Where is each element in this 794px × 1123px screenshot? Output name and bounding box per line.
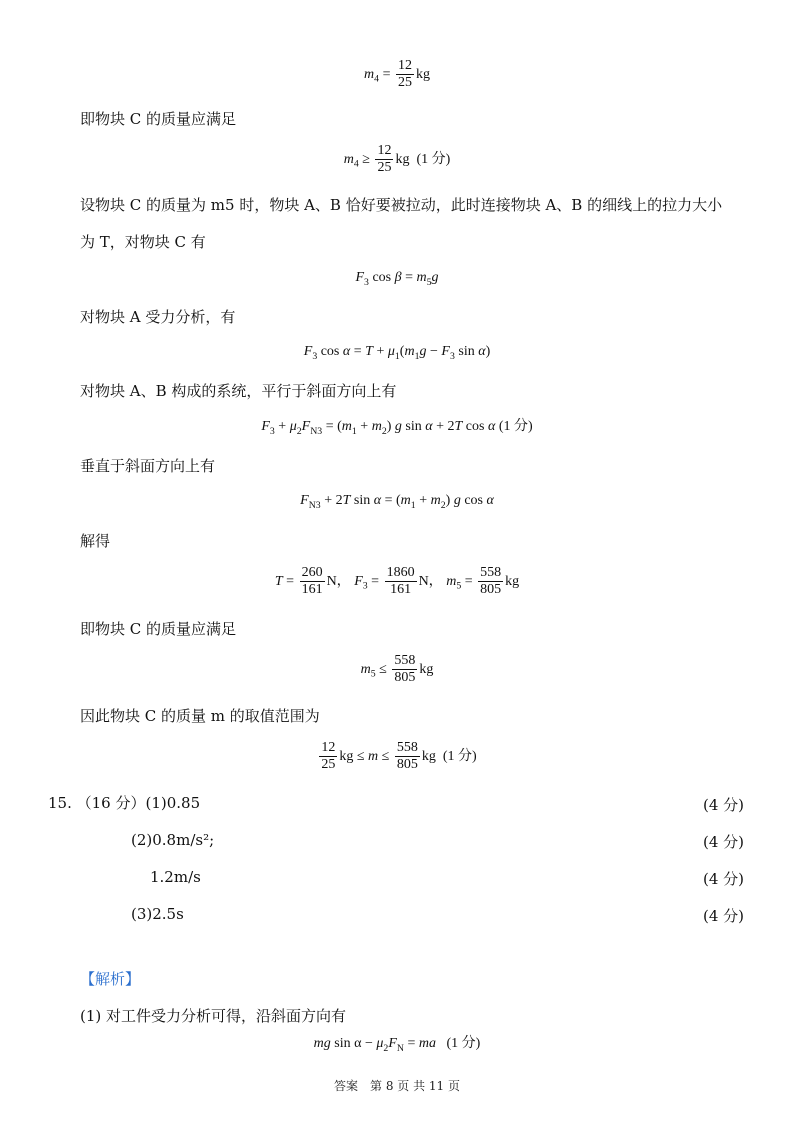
equation-system-normal: $F_{N3} + 2T$ $\sin \alpha = (m_1 + m_2)$ g cos α [300, 493, 494, 511]
paragraph: 解得 [80, 532, 111, 550]
q15-answer-2b: 1.2m/s [150, 868, 201, 886]
q15-answer-2: (2)0.8m/s²; [131, 831, 215, 849]
paragraph: 对物块 A、B 构成的系统，平行于斜面方向上有 [80, 382, 397, 400]
analysis-title: 【解析】 [80, 970, 141, 988]
score: (4 分) [702, 833, 744, 851]
equation-a: $F_3$ $\cos \alpha = T + \mu_1(m_1g - F_3$ sin α) [303, 344, 491, 362]
score: (4 分) [702, 796, 744, 814]
score: (4 分) [702, 907, 744, 925]
paragraph: 设物块 C 的质量为 m5 时，物块 A、B 恰好要被拉动，此时连接物块 A、B 的细线上的拉力大小 [80, 196, 723, 214]
equation-range: $\frac{12}{25}$ kg ≤ m ≤ $\frac{558}{805}$ kg (1 分) [321, 740, 477, 773]
equation-m5: $m_5$ ≤ $\frac{558}{805}$ kg [360, 653, 434, 686]
paragraph: 即物块 C 的质量应满足 [80, 620, 237, 638]
paragraph: 为 T，对物块 C 有 [80, 233, 206, 251]
equation-solutions: T = $\frac{260}{161}$ N， $F_3$ = $\frac{1860}{161}$ N， $m_5$ = $\frac{558}{805}$ kg [274, 565, 520, 598]
analysis-paragraph: (1) 对工件受力分析可得，沿斜面方向有 [80, 1007, 347, 1025]
equation-m4: $m_4$ = $\frac{12}{25}$ kg [364, 58, 430, 91]
q15-answer-3: (3)2.5s [131, 905, 184, 923]
paragraph: 对物块 A 受力分析，有 [80, 308, 236, 326]
equation-c: $F_3$ $\cos \beta = m_5g$ [355, 270, 439, 288]
paragraph: 垂直于斜面方向上有 [80, 457, 216, 475]
equation-newton: mg $\sin \alpha - \mu_2F_N$ = ma (1 分) [313, 1036, 481, 1054]
paragraph: 因此物块 C 的质量 m 的取值范围为 [80, 707, 320, 725]
score: (4 分) [702, 870, 744, 888]
equation-system-parallel: $F_3 + \mu_2F_{N3} = (m_1 + m_2)$ g sin α + 2T cos α (1 分) [261, 419, 533, 437]
page-footer: 答案 第 8 页 共 11 页 [334, 1079, 460, 1093]
paragraph: 即物块 C 的质量应满足 [80, 110, 237, 128]
equation-m4-ge: $m_4$ ≥ $\frac{12}{25}$ kg (1 分) [343, 143, 451, 176]
q15-heading: 15. （16 分）(1)0.85 [48, 794, 201, 812]
